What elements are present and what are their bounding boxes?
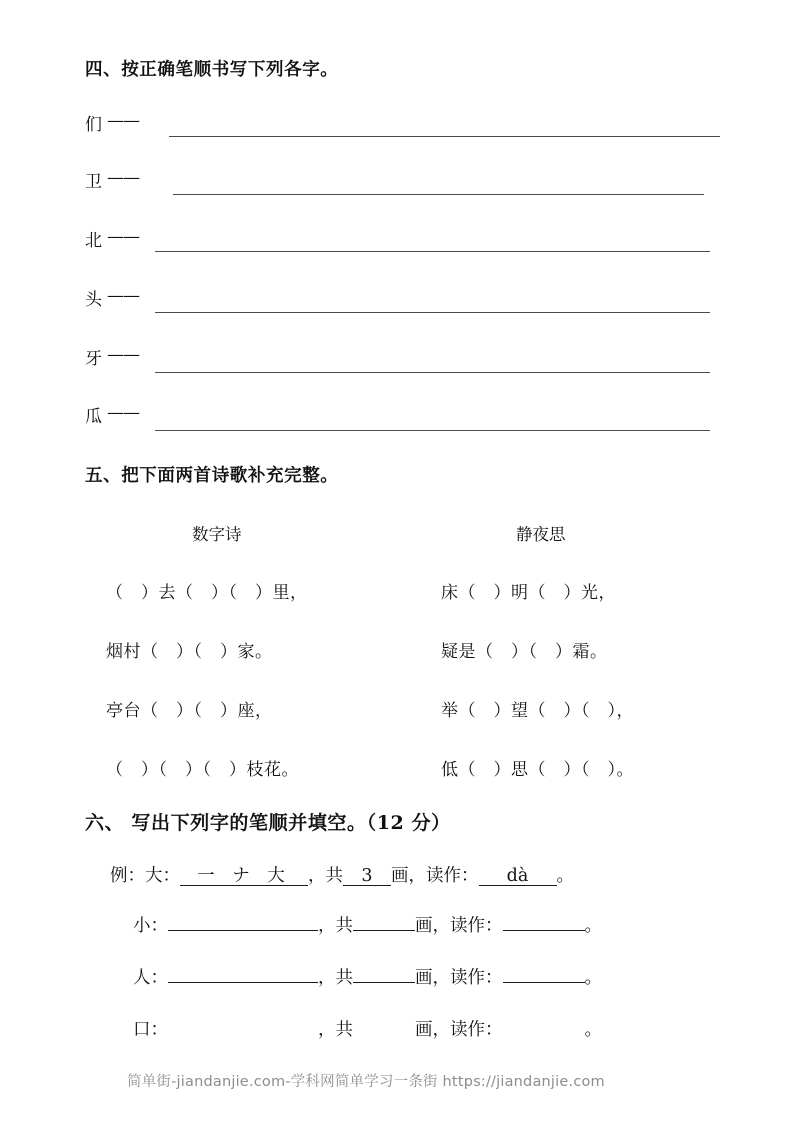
stroke-row	[85, 110, 725, 144]
stroke-row-writing-line[interactable]	[155, 251, 710, 252]
stroke-row-writing-line[interactable]	[169, 136, 720, 137]
poem-line[interactable]: 疑是（ ）（ ）霜。	[441, 642, 608, 662]
stroke-row-dash: ——	[107, 345, 139, 365]
example-count-blank[interactable]: 3	[343, 867, 391, 886]
colon-separator: ：	[162, 866, 180, 886]
count-blank[interactable]	[353, 930, 415, 931]
example-reading-blank[interactable]: dà	[479, 867, 557, 886]
poem-line[interactable]: （ ）（ ）（ ）枝花。	[106, 760, 299, 780]
read-label: 读作：	[426, 866, 479, 886]
read-label: 读作：	[450, 1020, 503, 1040]
strokes-blank[interactable]	[168, 982, 318, 983]
stroke-row	[85, 402, 725, 436]
example-label: 例：	[110, 866, 145, 886]
poem-line[interactable]: 低（ ）思（ ）（ ）。	[441, 760, 634, 780]
reading-blank[interactable]	[503, 930, 585, 931]
poem-line[interactable]: 亭台（ ）（ ）座，	[106, 701, 273, 721]
stroke-row-char: 北	[85, 231, 102, 251]
stroke-row-char: 牙	[85, 349, 102, 369]
answer-row	[133, 964, 602, 996]
stroke-unit-label: 画，	[391, 866, 426, 886]
row-char: 人	[133, 968, 151, 988]
stroke-unit-label: 画，	[415, 916, 450, 936]
section-5-heading: 五、把下面两首诗歌补充完整。	[85, 466, 339, 486]
stroke-row-char: 们	[85, 115, 102, 135]
footer-watermark: 简单街-jiandanjie.com-学科网简单学习一条街 https://jiandanjie.com	[127, 1074, 605, 1090]
stroke-row	[85, 167, 725, 201]
stroke-unit-label: 画，	[415, 1020, 450, 1040]
total-prefix: ，共	[318, 968, 353, 988]
stroke-row-char: 瓜	[85, 407, 102, 427]
example-strokes-blank[interactable]: 一 ナ 大	[180, 867, 308, 886]
period-mark: 。	[584, 968, 602, 988]
row-char: 小	[133, 916, 151, 936]
stroke-row-dash: ——	[107, 111, 139, 131]
stroke-row	[85, 226, 725, 260]
section-6-heading: 六、 写出下列字的笔顺并填空。（12 分）	[85, 812, 451, 834]
total-prefix: ，共	[318, 1020, 353, 1040]
stroke-row-writing-line[interactable]	[155, 372, 710, 373]
poem-line[interactable]: 烟村（ ）（ ）家。	[106, 642, 273, 662]
poem-line[interactable]: （ ）去（ ）（ ）里，	[106, 583, 308, 603]
period-mark: 。	[584, 1020, 602, 1040]
colon-separator: ：	[150, 968, 168, 988]
colon-separator: ：	[150, 1020, 168, 1040]
section-4-heading: 四、按正确笔顺书写下列各字。	[85, 60, 339, 80]
answer-row	[133, 1016, 602, 1048]
stroke-unit-label: 画，	[415, 968, 450, 988]
reading-blank[interactable]	[503, 982, 585, 983]
total-prefix: ，共	[308, 866, 343, 886]
answer-row	[133, 912, 602, 944]
colon-separator: ：	[150, 916, 168, 936]
poem-line[interactable]: 床（ ）明（ ）光，	[441, 583, 616, 603]
stroke-row-dash: ——	[107, 286, 139, 306]
example-char: 大	[145, 866, 163, 886]
stroke-row-writing-line[interactable]	[173, 194, 704, 195]
stroke-row-writing-line[interactable]	[155, 430, 710, 431]
strokes-blank[interactable]	[168, 930, 318, 931]
poem-line[interactable]: 举（ ）望（ ）（ ），	[441, 701, 634, 721]
poem-title-left: 数字诗	[192, 525, 242, 544]
read-label: 读作：	[450, 916, 503, 936]
poem-title-right: 静夜思	[516, 525, 566, 544]
stroke-row-char: 卫	[85, 172, 102, 192]
stroke-row-writing-line[interactable]	[155, 312, 710, 313]
period-mark: 。	[584, 916, 602, 936]
read-label: 读作：	[450, 968, 503, 988]
stroke-row-dash: ——	[107, 227, 139, 247]
stroke-row-dash: ——	[107, 168, 139, 188]
count-blank[interactable]	[353, 982, 415, 983]
stroke-row-char: 头	[85, 290, 102, 310]
stroke-row	[85, 285, 725, 319]
row-char: 口	[133, 1020, 151, 1040]
period-mark: 。	[556, 866, 574, 886]
example-row	[110, 862, 574, 894]
stroke-row	[85, 344, 725, 378]
total-prefix: ，共	[318, 916, 353, 936]
stroke-row-dash: ——	[107, 403, 139, 423]
